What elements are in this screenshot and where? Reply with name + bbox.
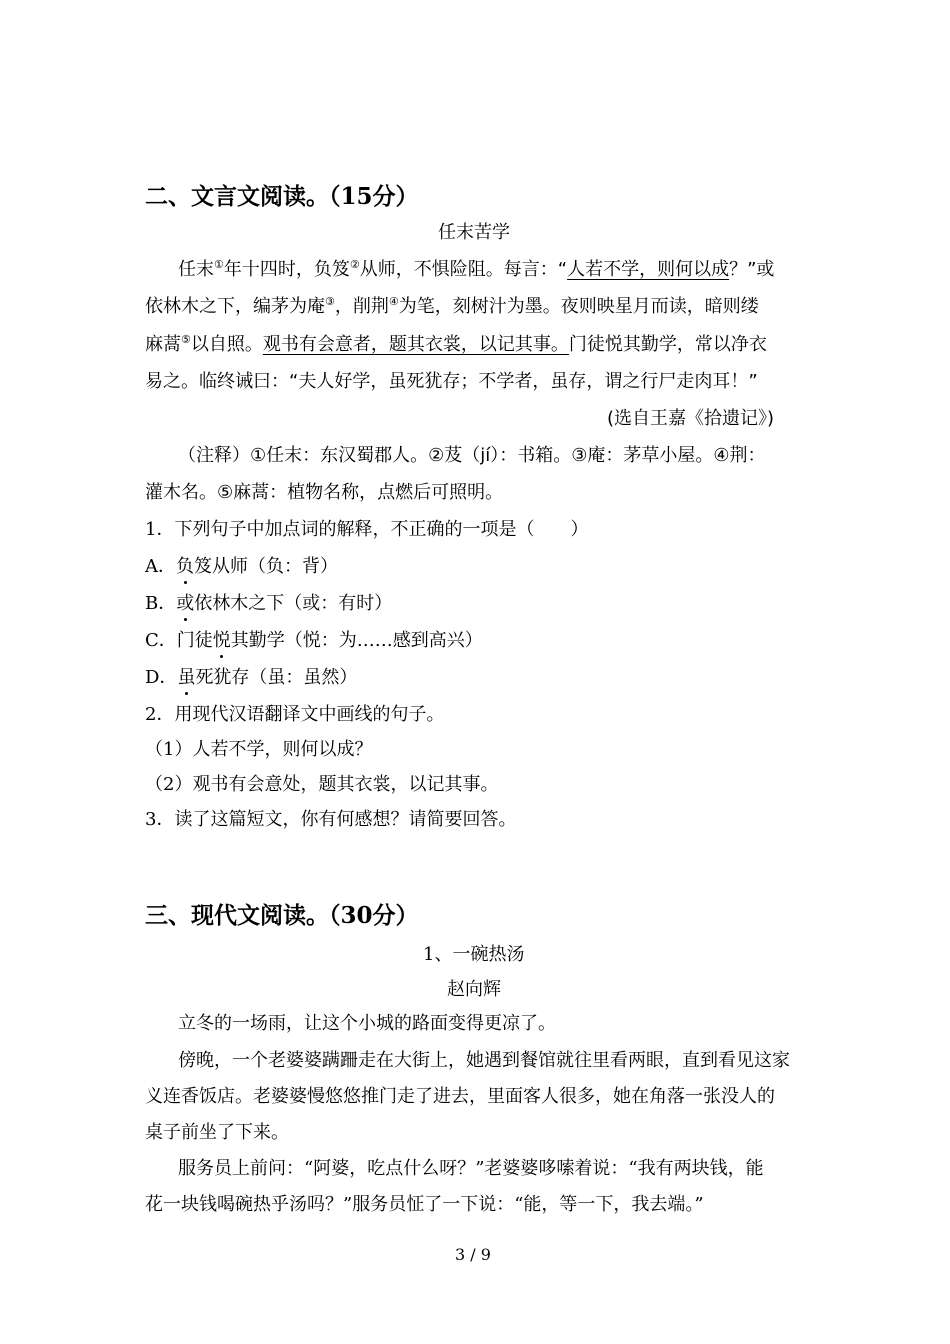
- option-c: C．门徒悦其勤学（悦：为……感到高兴）: [145, 630, 483, 651]
- article-line-6: 花一块钱喝碗热乎汤吗？”服务员怔了一下说：“能，等一下，我去端。”: [145, 1194, 704, 1215]
- annotation-line-2: 灌木名。⑤麻蒿：植物名称，点燃后可照明。: [145, 482, 504, 503]
- article-line-4: 桌子前坐了下来。: [145, 1122, 289, 1143]
- passage-source: (选自王嘉《拾遗记》): [607, 408, 775, 429]
- annotation-line-1: （注释）①任末：东汉蜀郡人。②芨（jí）：书箱。③庵：茅草小屋。④荆：: [178, 445, 766, 466]
- option-d: D．虽死犹存（虽：虽然）: [145, 667, 358, 688]
- article-line-3: 义连香饭店。老婆婆慢悠悠推门走了进去，里面客人很多，她在角落一张没人的: [145, 1086, 775, 1107]
- dotted-word: 或: [176, 593, 195, 614]
- article-line-2: 傍晚，一个老婆婆蹒跚走在大街上，她遇到餐馆就往里看两眼，直到看见这家: [178, 1050, 790, 1071]
- underlined-sentence-1: 人若不学，则何以成: [567, 259, 730, 280]
- dotted-word: 虽: [177, 667, 196, 688]
- question-2-item-1: （1）人若不学，则何以成？: [145, 739, 373, 760]
- footnote-mark: ①: [214, 258, 224, 271]
- article-title: 1、一碗热汤: [423, 944, 525, 965]
- passage-line-4: 易之。临终诫曰：“夫人好学，虽死犹存；不学者，虽存，谓之行尸走肉耳！”: [145, 371, 758, 392]
- option-b: B．或依林木之下（或：有时）: [145, 593, 393, 614]
- page-number: 3 / 9: [455, 1245, 491, 1264]
- article-author: 赵向辉: [447, 979, 501, 1000]
- question-2-item-2: （2）观书有会意处，题其衣裳，以记其事。: [145, 774, 499, 795]
- dotted-word: 负: [176, 556, 194, 577]
- dotted-word: 悦: [212, 630, 231, 651]
- footnote-mark: ⑤: [181, 333, 191, 346]
- question-3: 3．读了这篇短文，你有何感想？请简要回答。: [145, 809, 517, 830]
- option-a: A．负笈从师（负：背）: [145, 556, 338, 577]
- passage-title: 任末苦学: [438, 222, 510, 243]
- question-2: 2．用现代汉语翻译文中画线的句子。: [145, 704, 445, 725]
- passage-line-2: 依林木之下，编茅为庵③，削荆④为笔，刻树汁为墨。夜则映星月而读，暗则缕: [145, 295, 759, 317]
- question-1: 1．下列句子中加点词的解释，不正确的一项是（ ）: [145, 519, 589, 540]
- article-line-5: 服务员上前问：“阿婆，吃点什么呀？”老婆婆哆嗦着说：“我有两块钱，能: [178, 1158, 764, 1179]
- article-line-1: 立冬的一场雨，让这个小城的路面变得更凉了。: [178, 1013, 556, 1034]
- section-heading-modern: 三、现代文阅读。（30分）: [145, 902, 419, 929]
- section-heading-classical: 二、文言文阅读。（15分）: [145, 183, 419, 210]
- footnote-mark: ③: [325, 295, 335, 308]
- footnote-mark: ②: [349, 258, 360, 271]
- underlined-sentence-2: 观书有会意者，题其衣裳，以记其事。: [262, 334, 569, 355]
- passage-line-3: 麻蒿⑤以自照。观书有会意者，题其衣裳，以记其事。门徒悦其勤学，常以净衣: [145, 333, 767, 355]
- passage-line-1: 任末①年十四时，负笈②从师，不惧险阻。每言：“人若不学，则何以成？”或: [178, 258, 775, 280]
- footnote-mark: ④: [388, 295, 399, 308]
